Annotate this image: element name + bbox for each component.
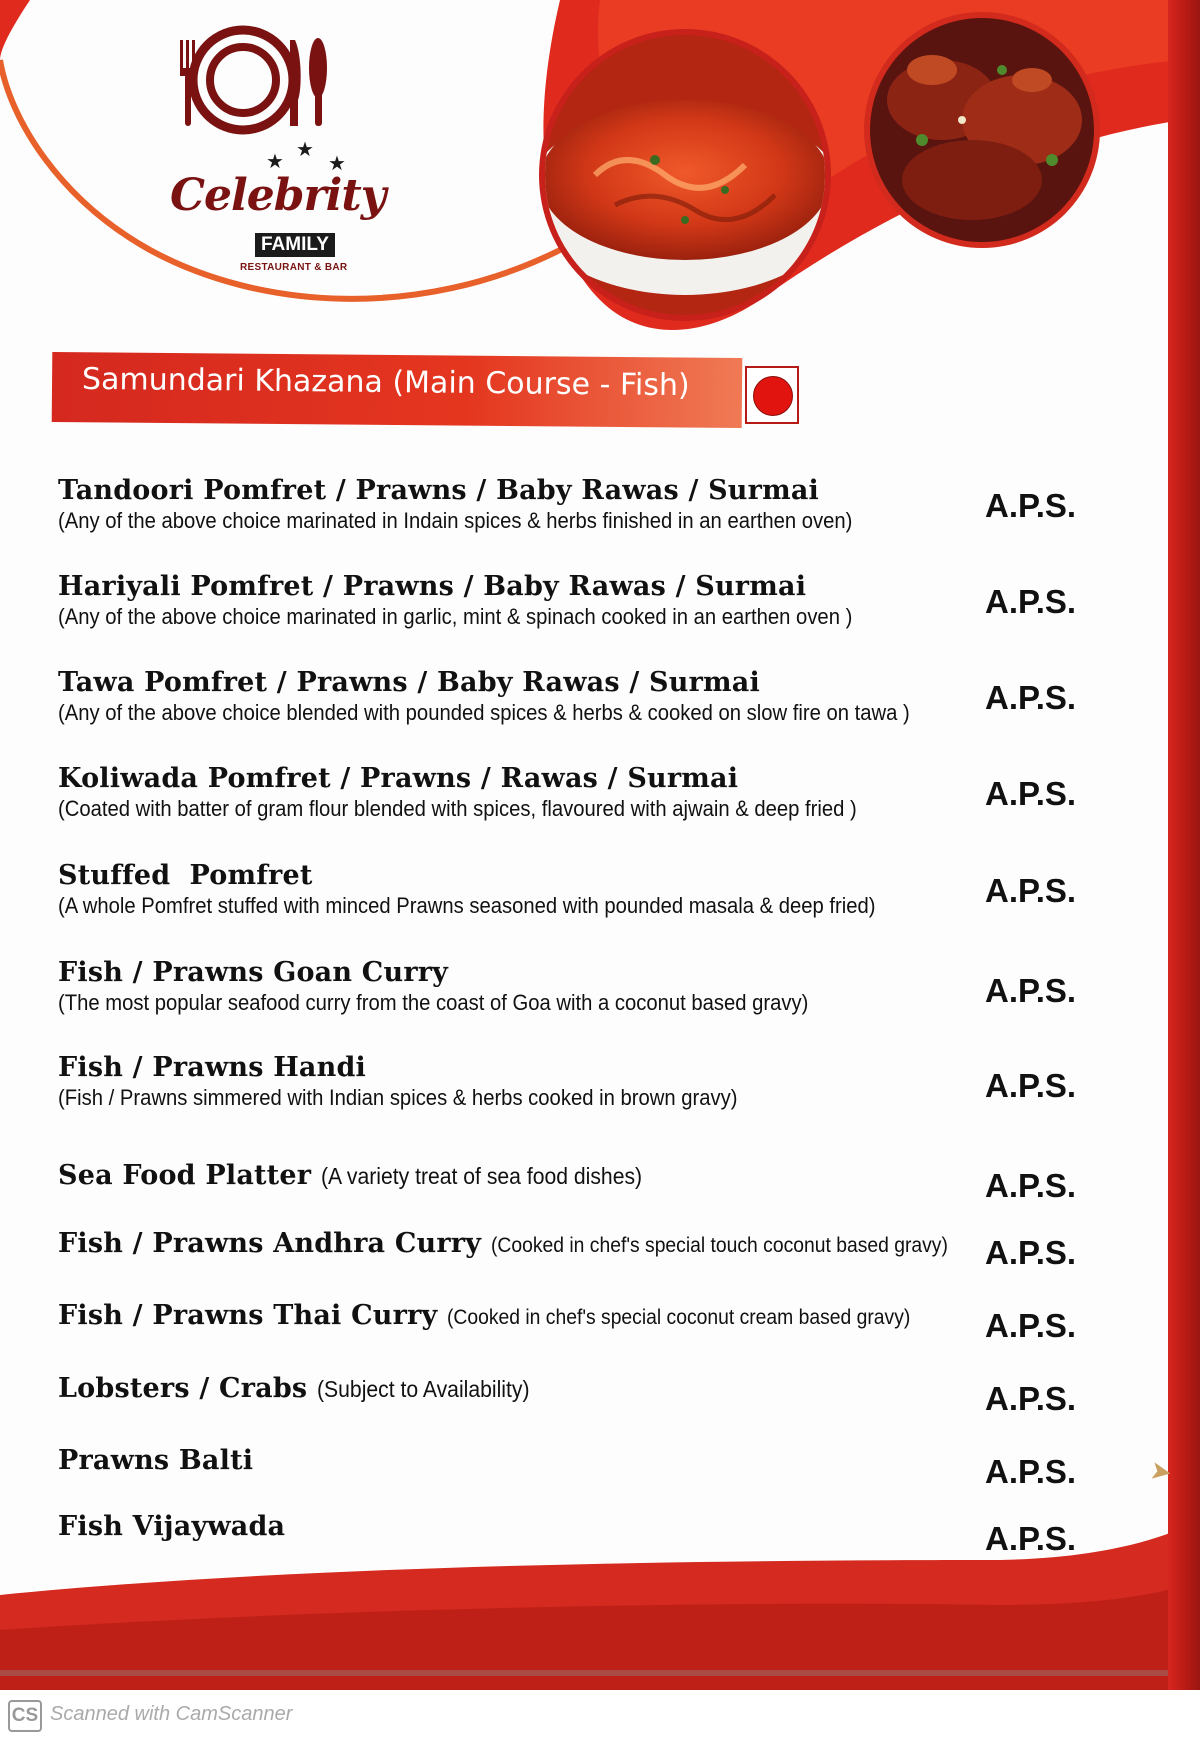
item-description: (Coated with batter of gram flour blended with spices, flavoured with ajwain & deep fried ): [58, 796, 857, 821]
item-price: A.P.S.: [985, 1307, 1077, 1344]
menu-item: [58, 1300, 918, 1331]
item-name: Koliwada Pomfret / Prawns / Rawas / Surmai: [58, 763, 739, 794]
menu-item: [58, 475, 918, 534]
item-name-text: Lobsters / Crabs: [58, 1373, 308, 1404]
brand-subtitle: RESTAURANT & BAR: [240, 262, 348, 273]
item-name: Hariyali Pomfret / Prawns / Baby Rawas / Surmai: [58, 571, 807, 602]
item-name-text: Fish / Prawns Thai Curry: [58, 1300, 438, 1331]
non-veg-badge-icon: [745, 366, 799, 424]
menu-item: [58, 1052, 918, 1111]
page-edge: [1168, 0, 1200, 1690]
svg-text:★: ★: [266, 149, 284, 173]
item-description: (The most popular seafood curry from the coast of Goa with a coconut based gravy): [58, 990, 809, 1015]
item-name: [58, 1373, 918, 1404]
menu-item: [58, 1228, 948, 1259]
item-description: (Any of the above choice marinated in garlic, mint & spinach cooked in an earthen oven ): [58, 604, 853, 629]
curry-dish-image: [535, 25, 835, 325]
item-description: (Any of the above choice blended with pounded spices & herbs & cooked on slow fire on tawa ): [58, 700, 910, 725]
item-price: A.P.S.: [985, 872, 1077, 909]
item-name: Fish Vijaywada: [58, 1511, 286, 1542]
item-name: Stuffed Pomfret: [58, 860, 313, 891]
svg-text:★: ★: [328, 151, 346, 175]
svg-text:★: ★: [296, 137, 314, 161]
item-name: Fish / Prawns Goan Curry: [58, 957, 449, 988]
item-name: [58, 1300, 918, 1331]
item-name-text: Sea Food Platter: [58, 1160, 312, 1191]
item-price: A.P.S.: [985, 1380, 1077, 1417]
item-description: (Subject to Availability): [316, 1376, 530, 1402]
item-name: [58, 1228, 948, 1259]
menu-item: [58, 667, 918, 726]
item-price: A.P.S.: [985, 1234, 1077, 1271]
bottom-decoration: [0, 1520, 1182, 1690]
item-price: A.P.S.: [985, 583, 1077, 620]
menu-item: [58, 860, 918, 919]
item-name: Fish / Prawns Handi: [58, 1052, 366, 1083]
item-name: [58, 1160, 918, 1191]
item-price: A.P.S.: [985, 1520, 1077, 1557]
item-price: A.P.S.: [985, 972, 1077, 1009]
brand-family-label: FAMILY: [255, 233, 335, 257]
scanned-with-text: Scanned with CamScanner: [50, 1703, 293, 1725]
menu-item: [58, 571, 918, 630]
item-name: Prawns Balti: [58, 1445, 254, 1476]
section-title: Samundari Khazana (Main Course - Fish): [81, 361, 690, 404]
item-name: Tawa Pomfret / Prawns / Baby Rawas / Surmai: [58, 667, 760, 698]
item-description: (Cooked in chef's special coconut cream based gravy): [446, 1306, 911, 1329]
menu-item: [58, 1160, 918, 1191]
item-price: A.P.S.: [985, 679, 1077, 716]
fried-fish-image: [862, 10, 1102, 250]
item-description: (A variety treat of sea food dishes): [320, 1163, 642, 1189]
menu-item: [58, 957, 918, 1016]
item-price: A.P.S.: [985, 1453, 1077, 1490]
item-price: A.P.S.: [985, 1067, 1077, 1104]
item-description: (Any of the above choice marinated in Indain spices & herbs finished in an earthen oven): [58, 508, 853, 533]
item-description: (Cooked in chef's special touch coconut based gravy): [490, 1234, 948, 1257]
item-name-text: Fish / Prawns Andhra Curry: [58, 1228, 482, 1259]
item-price: A.P.S.: [985, 487, 1077, 524]
menu-item: [58, 763, 918, 822]
item-name: Tandoori Pomfret / Prawns / Baby Rawas / Surmai: [58, 475, 819, 506]
item-price: A.P.S.: [985, 775, 1077, 812]
menu-item: [58, 1373, 918, 1404]
item-description: (A whole Pomfret stuffed with minced Prawns seasoned with pounded masala & deep fried): [58, 893, 876, 918]
brand-name: Celebrity: [170, 170, 386, 221]
item-description: (Fish / Prawns simmered with Indian spices & herbs cooked in brown gravy): [58, 1085, 738, 1110]
arrow-mark-icon: ➤: [1147, 1454, 1175, 1488]
item-price: A.P.S.: [985, 1167, 1077, 1204]
camscanner-logo-icon: CS: [8, 1700, 42, 1732]
menu-item: [58, 1445, 918, 1476]
